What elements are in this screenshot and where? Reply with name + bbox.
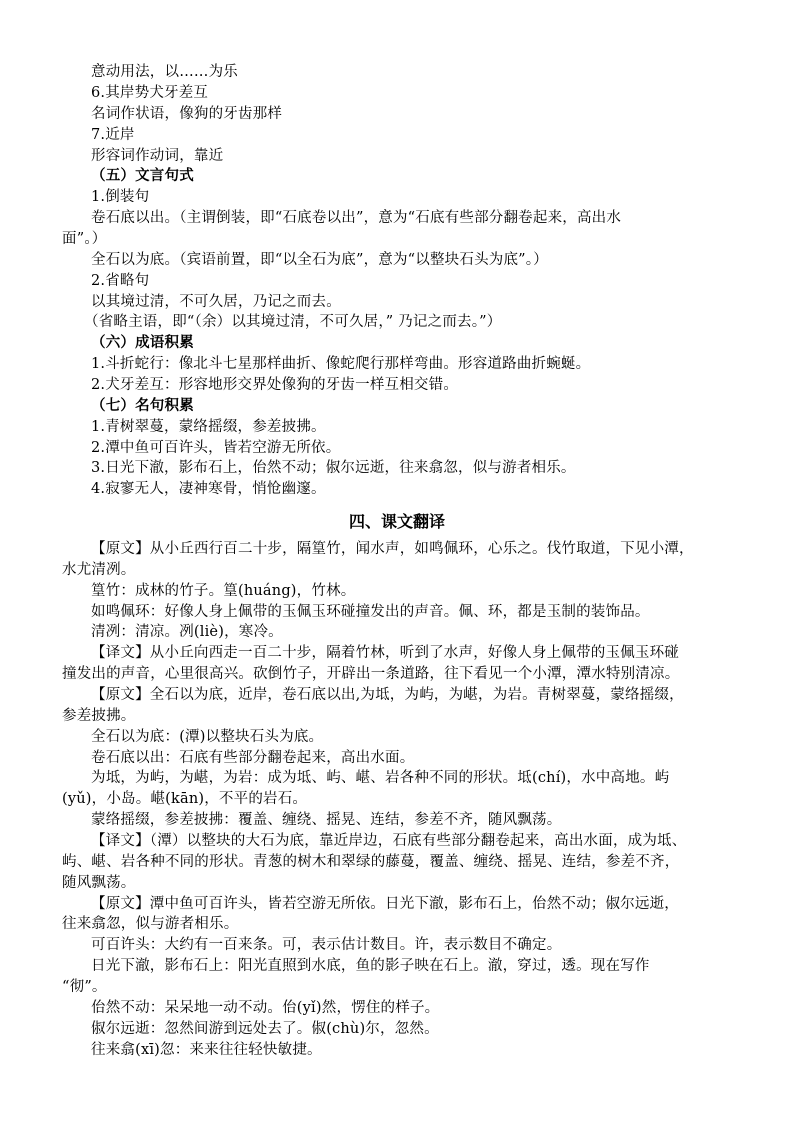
text-line: 清冽：清凉。冽(liè)，寒冷。 xyxy=(91,624,283,640)
text-line: 6.其岸势犬牙差互 xyxy=(91,85,209,101)
text-line: 卷石底以出。（主谓倒装，即“石底卷以出”，意为“石底有些部分翻卷起来，高出水 xyxy=(91,210,622,226)
text-line: 意动用法，以……为乐 xyxy=(91,64,238,80)
text-line: 1.青树翠蔓，蒙络摇缀，参差披拂。 xyxy=(91,419,326,435)
text-line: 日光下澈，影布石上：阳光直照到水底，鱼的影子映在石上。澈，穿过，透。现在写作 xyxy=(91,958,650,974)
text-line: “彻”。 xyxy=(62,979,107,995)
text-line: 4.寂寥无人，凄神寒骨，悄怆幽邃。 xyxy=(91,481,326,497)
text-line: 【原文】从小丘西行百二十步，隔篁竹，闻水声，如鸣佩环，心乐之。伐竹取道，下见小潭， xyxy=(91,541,694,557)
text-line: 蒙络摇缀，参差披拂：覆盖、缠绕、摇晃、连结，参差不齐，随风飘荡。 xyxy=(91,812,562,828)
text-line: 2.犬牙差互：形容地形交界处像狗的牙齿一样互相交错。 xyxy=(91,377,459,393)
text-line: 屿、嵁、岩各种不同的形状。青葱的树木和翠绿的藤蔓，覆盖、缠绕、摇晃、连结，参差不齐， xyxy=(62,854,680,870)
text-line: 可百许头：大约有一百来条。可，表示估计数目。许，表示数目不确定。 xyxy=(91,937,562,953)
text-line: 往来翕(xī)忽：来来往往轻快敏捷。 xyxy=(91,1042,322,1058)
text-line: 卷石底以出：石底有些部分翻卷起来，高出水面。 xyxy=(91,750,415,766)
text-line: 往来翕忽，似与游者相乐。 xyxy=(62,916,239,932)
text-line: 随风飘荡。 xyxy=(62,875,136,891)
text-line: 1.斗折蛇行：像北斗七星那样曲折、像蛇爬行那样弯曲。形容道路曲折蜿蜒。 xyxy=(91,356,591,372)
text-line: 如鸣佩环：好像人身上佩带的玉佩玉环碰撞发出的声音。佩、环，都是玉制的装饰品。 xyxy=(91,604,650,620)
text-line: 【原文】潭中鱼可百许头，皆若空游无所依。日光下澈，影布石上，佁然不动；俶尔远逝， xyxy=(91,896,679,912)
text-line: (yǔ)，小岛。嵁(kān)，不平的岩石。 xyxy=(62,791,308,807)
text-line: 【原文】全石以为底，近岸，卷石底以出,为坻，为屿，为嵁，为岩。青树翠蔓，蒙络摇缀， xyxy=(91,687,684,703)
section-heading: （五）文言句式 xyxy=(91,168,194,184)
text-line: 2.潭中鱼可百许头，皆若空游无所依。 xyxy=(91,440,341,456)
text-line: 水尤清冽。 xyxy=(62,562,136,578)
text-line: 参差披拂。 xyxy=(62,708,136,724)
section-heading: （六）成语积累 xyxy=(91,335,194,351)
text-line: 2.省略句 xyxy=(91,273,150,289)
text-line: 为坻，为屿，为嵁，为岩：成为坻、屿、嵁、岩各种不同的形状。坻(chí)，水中高地。屿 xyxy=(91,770,670,786)
text-line: 撞发出的声音，心里很高兴。砍倒竹子，开辟出一条道路，往下看见一个小潭，潭水特别清凉。 xyxy=(62,666,680,682)
chapter-title: 四、课文翻译 xyxy=(348,512,445,531)
text-line: 【译文】从小丘向西走一百二十步，隔着竹林，听到了水声，好像人身上佩带的玉佩玉环碰 xyxy=(91,645,679,661)
text-line: 面”。） xyxy=(62,231,107,247)
text-line: 全石以为底：(潭)以整块石头为底。 xyxy=(91,729,324,745)
text-line: 【译文】（潭）以整块的大石为底，靠近岸边，石底有些部分翻卷起来，高出水面，成为坻、 xyxy=(91,833,687,849)
text-line: 形容词作动词，靠近 xyxy=(91,148,224,164)
section-heading: （七）名句积累 xyxy=(91,398,194,414)
text-line: 3.日光下澈，影布石上，佁然不动；俶尔远逝，往来翕忽，似与游者相乐。 xyxy=(91,460,576,476)
text-line: 名词作状语，像狗的牙齿那样 xyxy=(91,106,283,122)
text-line: 佁然不动：呆呆地一动不动。佁(yǐ)然，愣住的样子。 xyxy=(91,1000,440,1016)
text-line: 全石以为底。（宾语前置，即“以全石为底”，意为“以整块石头为底”。） xyxy=(91,252,548,268)
text-line: 1.倒装句 xyxy=(91,189,150,205)
text-line: （省略主语，即“（余）以其境过清，不可久居，” 乃记之而去。”） xyxy=(84,314,502,330)
text-line: 以其境过清，不可久居，乃记之而去。 xyxy=(91,294,341,310)
text-line: 俶尔远逝：忽然间游到远处去了。俶(chù)尔，忽然。 xyxy=(91,1021,439,1037)
text-line: 7.近岸 xyxy=(91,127,135,143)
text-line: 篁竹：成林的竹子。篁(huáng)，竹林。 xyxy=(91,583,356,599)
